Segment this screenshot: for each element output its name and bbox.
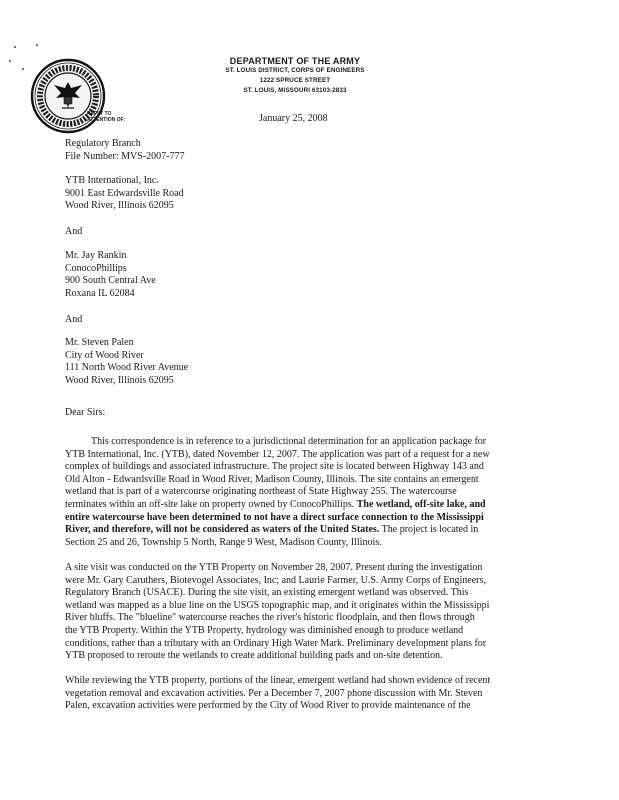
salutation: Dear Sirs: (65, 407, 106, 418)
letterhead (205, 56, 385, 96)
recipient-line: Mr. Jay Rankin (65, 250, 127, 261)
recipient-line: YTB International, Inc. (65, 175, 159, 186)
reply-to-line2: ATTENTION OF: (87, 117, 126, 123)
paragraph-line: Palen, excavation activities were performed by the City of Wood River to provide maintenance of the (65, 700, 471, 712)
paragraph-line: vegetation removal and excavation activities. Per a December 7, 2007 phone discussion with Mr. Steven (65, 687, 483, 699)
paragraph-line: River bluffs. The "blueline" watercourse reaches the river's historic floodplain, and then flows through (65, 612, 475, 624)
scan-speck (22, 68, 24, 70)
paragraph-bold-line: entire watercourse have been determined to not have a direct surface connection to the Mississippi (65, 511, 484, 523)
paragraph-line: complex of buildings and associated infrastructure. The project site is located between Highway 143 and (65, 461, 484, 473)
and-separator: And (65, 226, 83, 237)
body-paragraph-2 (65, 562, 555, 663)
reference-branch: Regulatory Branch (65, 138, 141, 149)
recipient-line: Roxana IL 62084 (65, 287, 135, 299)
and-separator: And (65, 314, 83, 325)
paragraph-line (65, 524, 555, 537)
body-paragraph-3 (65, 675, 555, 713)
recipient-line: 900 South Central Ave (65, 275, 156, 287)
paragraph-line (65, 499, 555, 512)
recipient-line: Wood River, Illinois 62095 (65, 374, 174, 386)
letterhead-district: ST. LOUIS DISTRICT, CORPS OF ENGINEERS (225, 67, 365, 74)
paragraph-line: YTB proposed to reroute the wetlands to create additional building pads and on-site detention. (65, 650, 443, 662)
paragraph-line: Old Alton - Edwardsville Road in Wood River, Madison County, Illinois. The site contains an emergent (65, 473, 479, 485)
recipient-address-3 (65, 337, 188, 387)
paragraph-line: A site visit was conducted on the YTB Property on November 28, 2007. Present during the investigation (65, 562, 483, 573)
reply-to-line1: REPLY TO (87, 111, 112, 117)
scan-speck (9, 60, 11, 62)
letterhead-department: DEPARTMENT OF THE ARMY (229, 56, 361, 66)
recipient-line: ConocoPhillips (65, 262, 127, 274)
paragraph-line: the YTB Property. Within the YTB Property, hydrology was diminished enough to produce wetland (65, 624, 464, 636)
paragraph-line: wetland was mapped as a blue line on the USGS topographic map, and it originates within the Mississippi (65, 599, 490, 611)
recipient-line: Mr. Steven Palen (65, 337, 134, 348)
paragraph-line: YTB International, Inc. (YTB), dated November 12, 2007. The application was part of a request for a new (65, 448, 490, 460)
paragraph-line: were Mr. Gary Caruthers, Biotevogel Associates, Inc; and Laurie Farmer, U.S. Army Corps of Engineers, (65, 574, 486, 586)
recipient-line: City of Wood River (65, 349, 144, 361)
letter-date: January 25, 2008 (259, 113, 328, 124)
paragraph-line: While reviewing the YTB property, portions of the linear, emergent wetland had shown evidence of recent (65, 675, 491, 686)
recipient-address-2 (65, 250, 156, 300)
letterhead-street: 1222 SPRUCE STREET (259, 77, 331, 84)
paragraph-text: terminates within an off-site lake on property owned by ConocoPhillips. (65, 498, 357, 510)
reference-block (65, 138, 184, 163)
recipient-line: 111 North Wood River Avenue (65, 362, 189, 374)
paragraph-bold-text: The wetland, off-site lake, and (356, 498, 486, 510)
body-paragraph-1 (65, 436, 555, 549)
paragraph-text: The project is located in (379, 524, 479, 536)
paragraph-line: Section 25 and 26, Township 5 North, Range 9 West, Madison County, Illinois. (65, 536, 382, 548)
paragraph-line: wetland that is part of a watercourse originating northeast of State Highway 255. The watercourse (65, 486, 457, 498)
reply-to-label (87, 111, 125, 123)
reference-file-number: File Number: MVS-2007-777 (65, 150, 185, 162)
letterhead-city: ST. LOUIS, MISSOURI 63103-2833 (243, 87, 347, 94)
recipient-line: Wood River, Illinois 62095 (65, 200, 174, 212)
paragraph-line: conditions, rather than a tributary with an Ordinary High Water Mark. Preliminary development plans for (65, 637, 487, 649)
recipient-address-1 (65, 175, 184, 213)
paragraph-bold-text: River, and therefore, will not be considered as waters of the United States. (65, 524, 380, 536)
paragraph-line: Regulatory Branch (USACE). During the site visit, an existing emergent wetland was observed. This (65, 587, 469, 599)
scan-speck (36, 44, 38, 46)
paragraph-line: This correspondence is in reference to a jurisdictional determination for an application package for (91, 436, 487, 447)
scan-speck (14, 46, 16, 48)
recipient-line: 9001 East Edwardsville Road (65, 187, 184, 199)
